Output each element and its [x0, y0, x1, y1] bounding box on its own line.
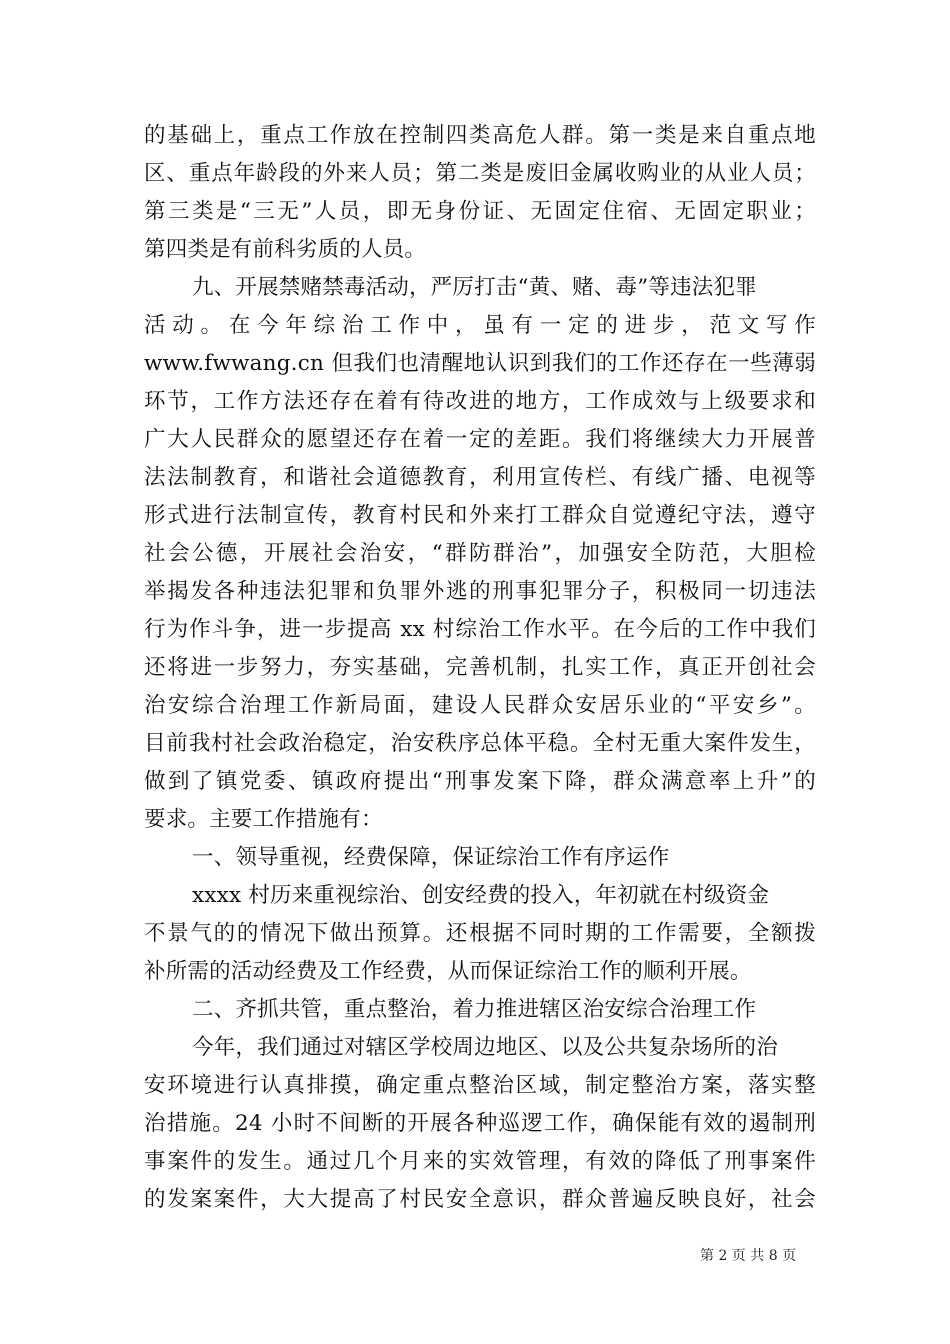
text-line: 的发案案件，大大提高了村民安全意识，群众普遍反映良好，社会	[144, 1187, 816, 1212]
page-number-label: 第 2 页 共 8 页	[700, 1248, 797, 1264]
text-line: 不景气的的情况下做出预算。还根据不同时期的工作需要，全额拨	[144, 921, 816, 946]
text-line: 治措施。24 小时不间断的开展各种巡逻工作，确保能有效的遏制刑	[144, 1111, 816, 1136]
text-line: 目前我村社会政治稳定，治安秩序总体平稳。全村无重大案件发生，	[144, 731, 816, 756]
text-line: 要求。主要工作措施有：	[144, 807, 383, 832]
text-line: 举揭发各种违法犯罪和负罪外逃的刑事犯罪分子，积极同一切违法	[144, 579, 816, 604]
text-line: 治安综合治理工作新局面，建设人民群众安居乐业的“平安乡”。	[144, 693, 816, 718]
text-line: www.fwwang.cn 但我们也清醒地认识到我们的工作还存在一些薄弱	[144, 351, 816, 376]
paragraph-start-line: 九、开展禁赌禁毒活动，严厉打击“黄、赌、毒”等违法犯罪	[192, 275, 757, 300]
page-footer	[700, 1247, 796, 1265]
text-line: 做到了镇党委、镇政府提出“刑事发案下降，群众满意率上升”的	[144, 769, 816, 794]
section-heading-2: 二、齐抓共管，重点整治，着力推进辖区治安综合治理工作	[192, 997, 757, 1022]
section-heading-1: 一、领导重视，经费保障，保证综治工作有序运作	[192, 845, 670, 870]
text-line: 区、重点年龄段的外来人员；第二类是废旧金属收购业的从业人员；	[144, 161, 816, 186]
text-line: 事案件的发生。通过几个月来的实效管理，有效的降低了刑事案件	[144, 1149, 816, 1174]
document-body	[144, 117, 816, 1219]
text-line: 还将进一步努力，夯实基础，完善机制，扎实工作，真正开创社会	[144, 655, 816, 680]
text-line: 的基础上，重点工作放在控制四类高危人群。第一类是来自重点地	[144, 123, 816, 148]
text-line: 活动。在今年综治工作中，虽有一定的进步，范文写作	[144, 313, 816, 338]
paragraph-start-line: 今年，我们通过对辖区学校周边地区、以及公共复杂场所的治	[192, 1035, 778, 1060]
text-line: 法法制教育，和谐社会道德教育，利用宣传栏、有线广播、电视等	[144, 465, 816, 490]
text-line: 形式进行法制宣传，教育村民和外来打工群众自觉遵纪守法，遵守	[144, 503, 816, 528]
text-line: 环节，工作方法还存在着有待改进的地方，工作成效与上级要求和	[144, 389, 816, 414]
text-line: 广大人民群众的愿望还存在着一定的差距。我们将继续大力开展普	[144, 427, 816, 452]
paragraph-start-line: xxxx 村历来重视综治、创安经费的投入，年初就在村级资金	[192, 883, 770, 908]
text-line: 社会公德，开展社会治安，“群防群治”，加强安全防范，大胆检	[144, 541, 816, 566]
text-line: 安环境进行认真排摸，确定重点整治区域，制定整治方案，落实整	[144, 1073, 816, 1098]
text-line: 行为作斗争，进一步提高 xx 村综治工作水平。在今后的工作中我们	[144, 617, 816, 642]
text-line: 第三类是“三无”人员，即无身份证、无固定住宿、无固定职业；	[144, 199, 816, 224]
text-line: 补所需的活动经费及工作经费，从而保证综治工作的顺利开展。	[144, 959, 752, 984]
text-line: 第四类是有前科劣质的人员。	[144, 237, 427, 262]
